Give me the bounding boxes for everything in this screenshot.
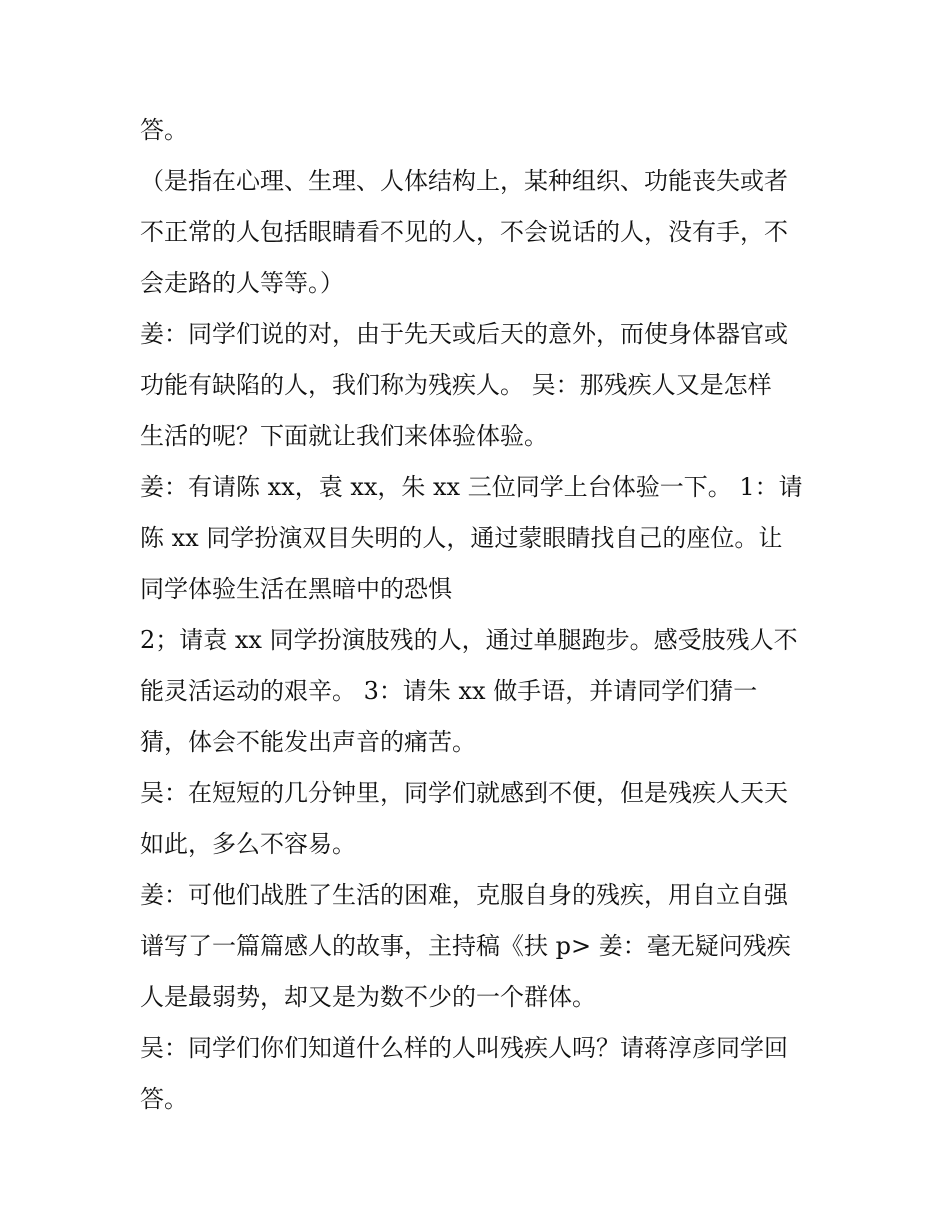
text-line: 同学体验生活在黑暗中的恐惧 xyxy=(140,575,452,603)
text-line: 能灵活运动的艰辛。 3：请朱 xx 做手语，并请同学们猜一 xyxy=(140,677,758,705)
text-line: （是指在心理、生理、人体结构上，某种组织、功能丧失或者 xyxy=(140,167,788,195)
text-line: 姜：可他们战胜了生活的困难，克服自身的残疾，用自立自强 xyxy=(140,881,788,909)
text-line: 人是最弱势，却又是为数不少的一个群体。 xyxy=(140,983,596,1011)
text-line: 生活的呢？下面就让我们来体验体验。 xyxy=(140,422,548,450)
text-line: 姜：有请陈 xx，袁 xx，朱 xx 三位同学上台体验一下。 1：请 xyxy=(140,473,803,501)
text-line: 谱写了一篇篇感人的故事，主持稿《扶 p> 姜：毫无疑问残疾 xyxy=(140,932,791,960)
text-line: 陈 xx 同学扮演双目失明的人，通过蒙眼睛找自己的座位。让 xyxy=(140,524,783,552)
text-line: 不正常的人包括眼睛看不见的人，不会说话的人，没有手，不 xyxy=(140,218,788,246)
text-line: 会走路的人等等。） xyxy=(140,269,344,297)
text-line: 2；请袁 xx 同学扮演肢残的人，通过单腿跑步。感受肢残人不 xyxy=(140,626,798,654)
text-line: 猜，体会不能发出声音的痛苦。 xyxy=(140,728,476,756)
text-line: 如此，多么不容易。 xyxy=(140,830,356,858)
document-body xyxy=(140,105,820,1125)
text-line: 功能有缺陷的人，我们称为残疾人。 吴：那残疾人又是怎样 xyxy=(140,371,772,399)
text-line: 答。 xyxy=(140,116,188,144)
text-line: 吴：同学们你们知道什么样的人叫残疾人吗？请蒋淳彦同学回 xyxy=(140,1034,788,1062)
text-line: 答。 xyxy=(140,1085,188,1113)
text-line: 吴：在短短的几分钟里，同学们就感到不便，但是残疾人天天 xyxy=(140,779,788,807)
text-line: 姜：同学们说的对，由于先天或后天的意外，而使身体器官或 xyxy=(140,320,788,348)
